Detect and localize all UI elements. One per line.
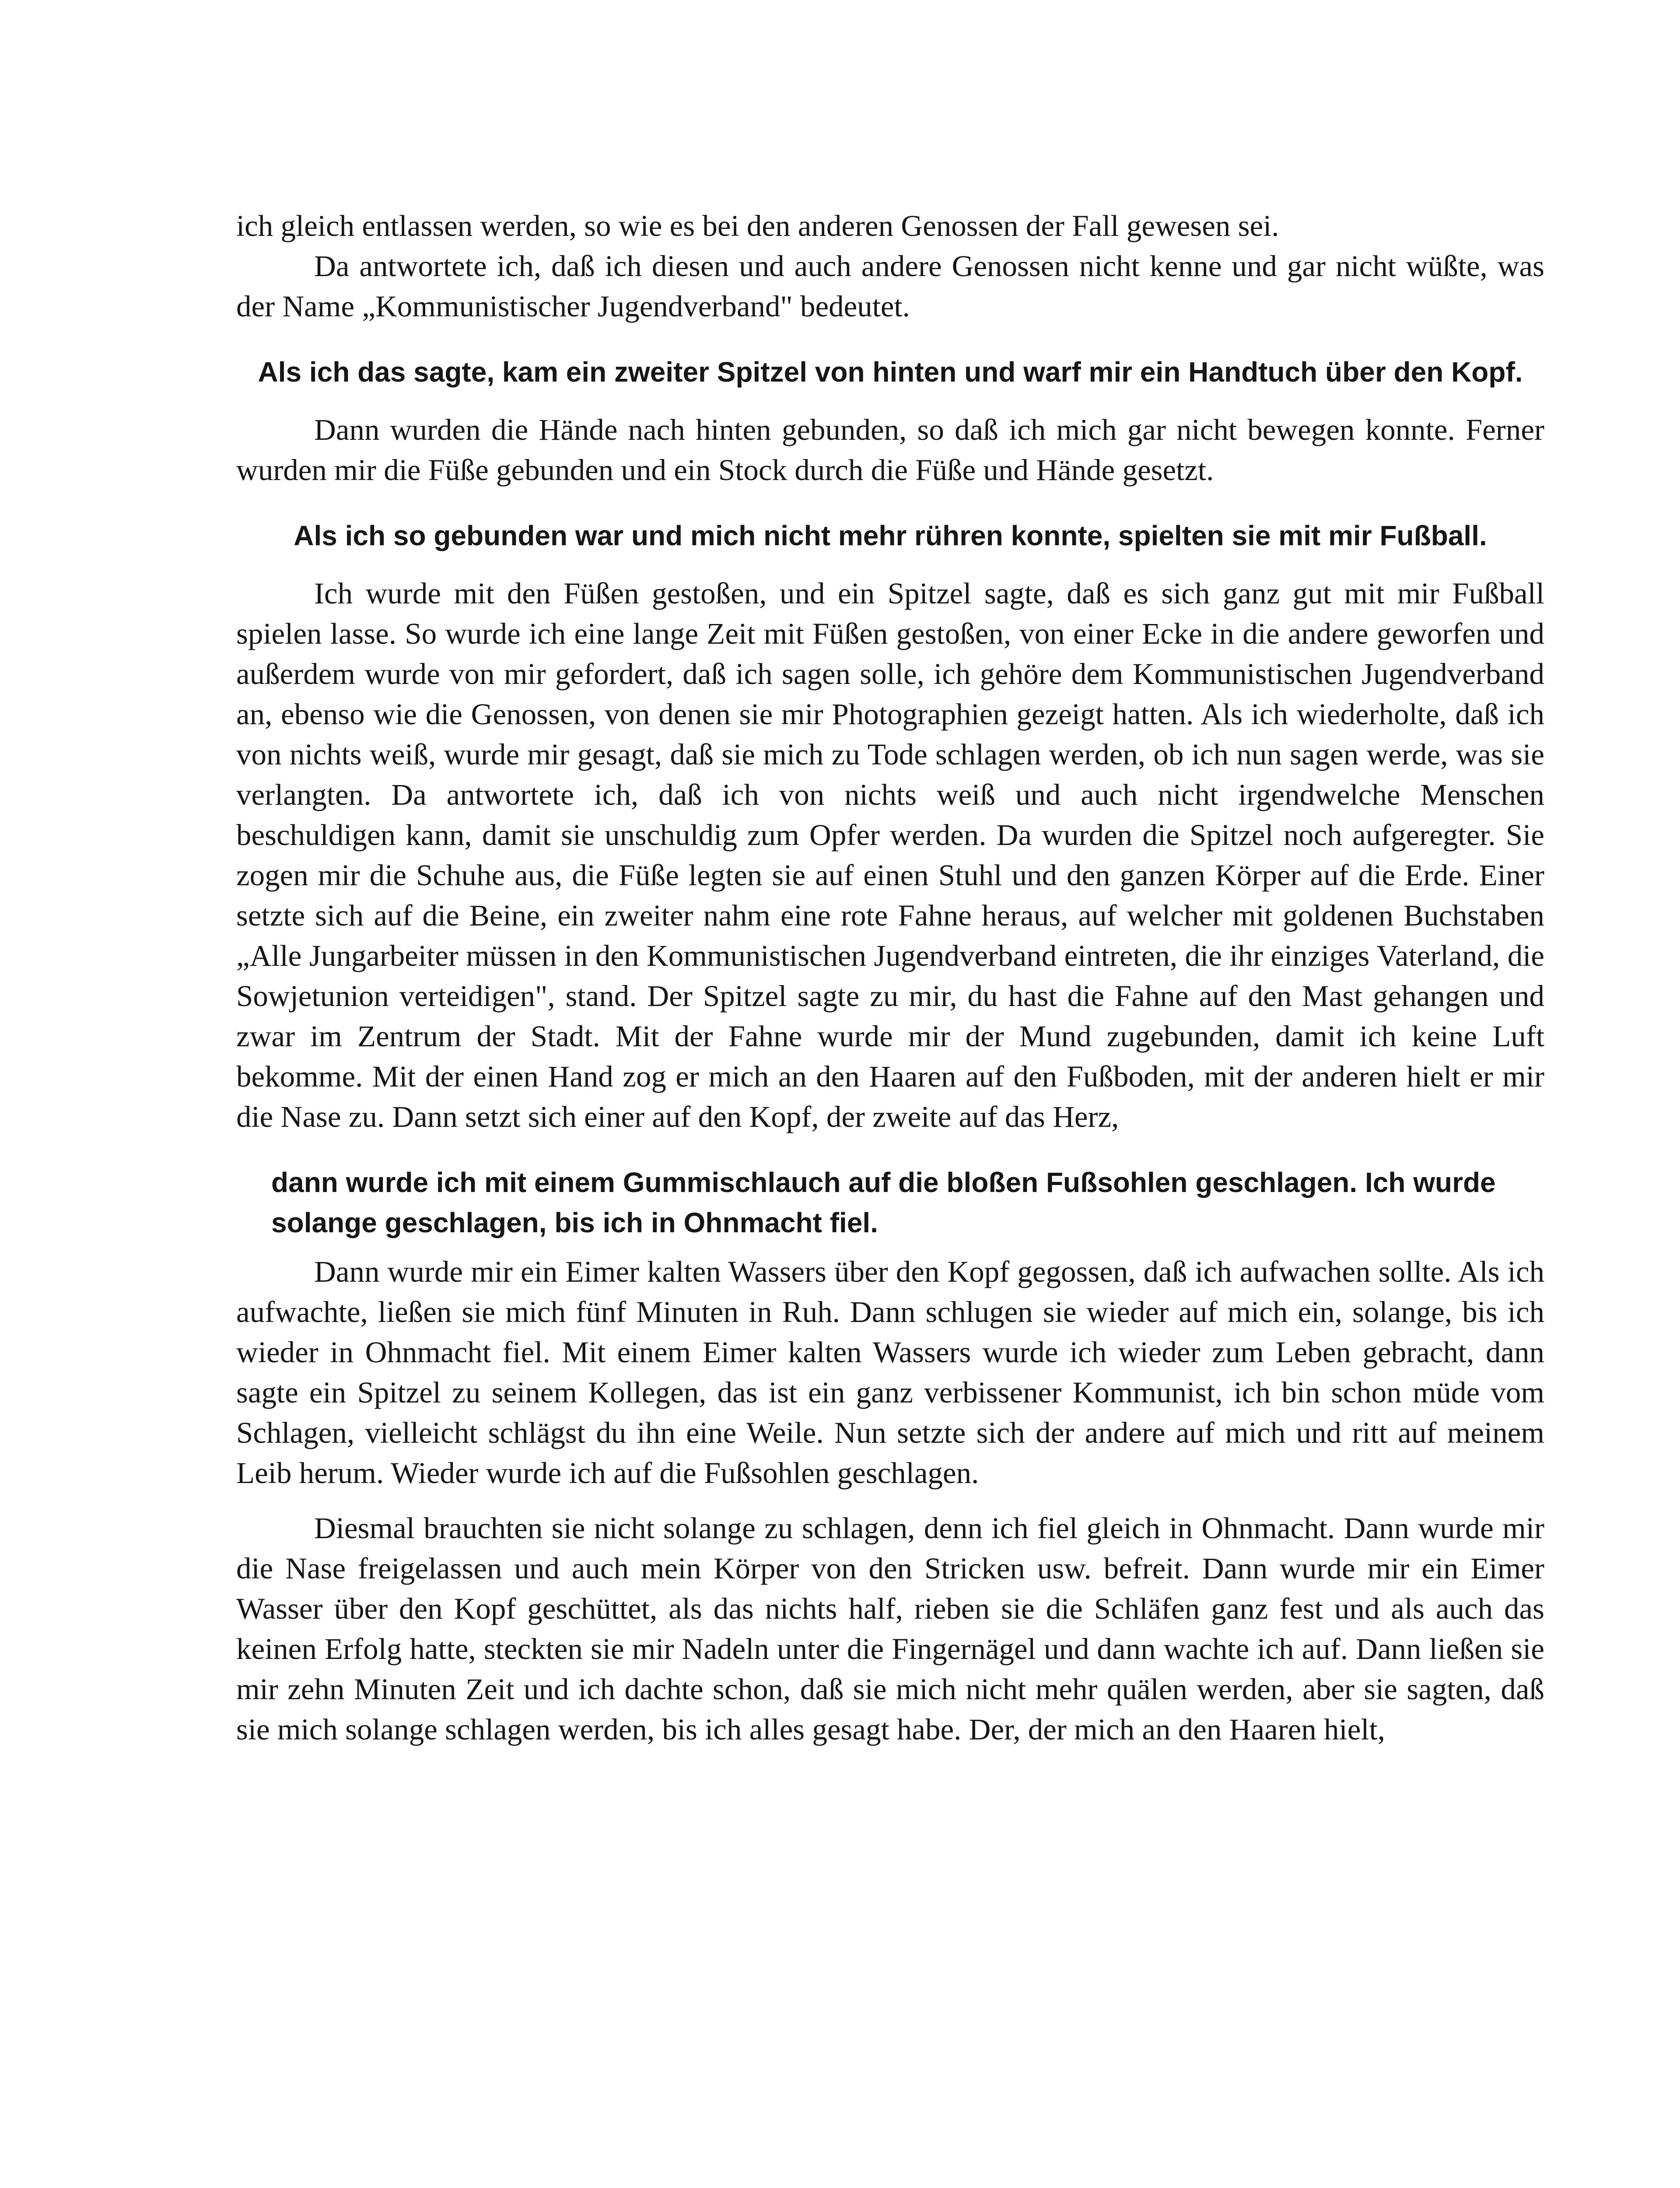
page-body — [236, 206, 1544, 1750]
paragraph: Diesmal brauchten sie nicht solange zu schlagen, denn ich fiel gleich in Ohnmacht. Dann wurde mir die Nase freigelassen und auch mein Körper von den Stricken usw. befreit. Dann wurde mir ein Eimer Wasser über den Kopf geschüttet, als das nichts half, rieben sie die Schläfen ganz fest und als auch das keinen Erfolg hatte, steckten sie mir Nadeln unter die Fingernägel und dann wachte ich auf. Dann ließen sie mir zehn Minuten Zeit und ich dachte schon, daß sie mich nicht mehr quälen werden, aber sie sagten, daß sie mich solange schlagen werden, bis ich alles gesagt habe. Der, der mich an den Haaren hielt, — [236, 1511, 1544, 1746]
paragraph: ich gleich entlassen werden, so wie es bei den anderen Genossen der Fall gewesen sei. — [236, 209, 1279, 242]
bold-heading: Als ich so gebunden war und mich nicht mehr rühren konnte, spielten sie mit mir Fußball. — [294, 520, 1487, 551]
paragraph: Da antwortete ich, daß ich diesen und auch andere Genossen nicht kenne und gar nicht wüßte, was der Name „Kommunistischer Jugendverband" bedeutet. — [236, 249, 1544, 323]
paragraph: Dann wurden die Hände nach hinten gebunden, so daß ich mich gar nicht bewegen konnte. Ferner wurden mir die Füße gebunden und ein Stock durch die Füße und Hände gesetzt. — [236, 413, 1544, 487]
bold-heading: Als ich das sagte, kam ein zweiter Spitzel von hinten und warf mir ein Handtuch über den Kopf. — [258, 356, 1523, 388]
bold-heading: dann wurde ich mit einem Gummischlauch auf die bloßen Fußsohlen geschlagen. Ich wurde solange geschlagen, bis ich in Ohnmacht fiel. — [271, 1167, 1496, 1238]
paragraph: Dann wurde mir ein Eimer kalten Wassers über den Kopf gegossen, daß ich aufwachen sollte. Als ich aufwachte, ließen sie mich fünf Minuten in Ruh. Dann schlugen sie wieder auf mich ein, solange, bis ich wieder in Ohnmacht fiel. Mit einem Eimer kalten Wassers wurde ich wieder zum Leben gebracht, dann sagte ein Spitzel zu seinem Kollegen, das ist ein ganz verbissener Kommunist, ich bin schon müde vom Schlagen, vielleicht schlägst du ihn eine Weile. Nun setzte sich der andere auf mich und ritt auf meinem Leib herum. Wieder wurde ich auf die Fußsohlen geschlagen. — [236, 1255, 1544, 1490]
paragraph: Ich wurde mit den Füßen gestoßen, und ein Spitzel sagte, daß es sich ganz gut mit mir Fußball spielen lasse. So wurde ich eine lange Zeit mit Füßen gestoßen, von einer Ecke in die andere geworfen und außerdem wurde von mir gefordert, daß ich sagen solle, ich gehöre dem Kommunistischen Jugendverband an, ebenso wie die Genossen, von denen sie mir Photographien gezeigt hatten. Als ich wiederholte, daß ich von nichts weiß, wurde mir gesagt, daß sie mich zu Tode schlagen werden, ob ich nun sagen werde, was sie verlangten. Da antwortete ich, daß ich von nichts weiß und auch nicht irgendwelche Menschen beschuldigen kann, damit sie unschuldig zum Opfer werden. Da wurden die Spitzel noch aufgeregter. Sie zogen mir die Schuhe aus, die Füße legten sie auf einen Stuhl und den ganzen Körper auf die Erde. Einer setzte sich auf die Beine, ein zweiter nahm eine rote Fahne heraus, auf welcher mit goldenen Buchstaben „Alle Jungarbeiter müssen in den Kommunistischen Jugendverband eintreten, die ihr einziges Vaterland, die Sowjetunion verteidigen", stand. Der Spitzel sagte zu mir, du hast die Fahne auf den Mast gehangen und zwar im Zentrum der Stadt. Mit der Fahne wurde mir der Mund zugebunden, damit ich keine Luft bekomme. Mit der einen Hand zog er mich an den Haaren auf den Fußboden, mit der anderen hielt er mir die Nase zu. Dann setzt sich einer auf den Kopf, der zweite auf das Herz, — [236, 577, 1544, 1133]
